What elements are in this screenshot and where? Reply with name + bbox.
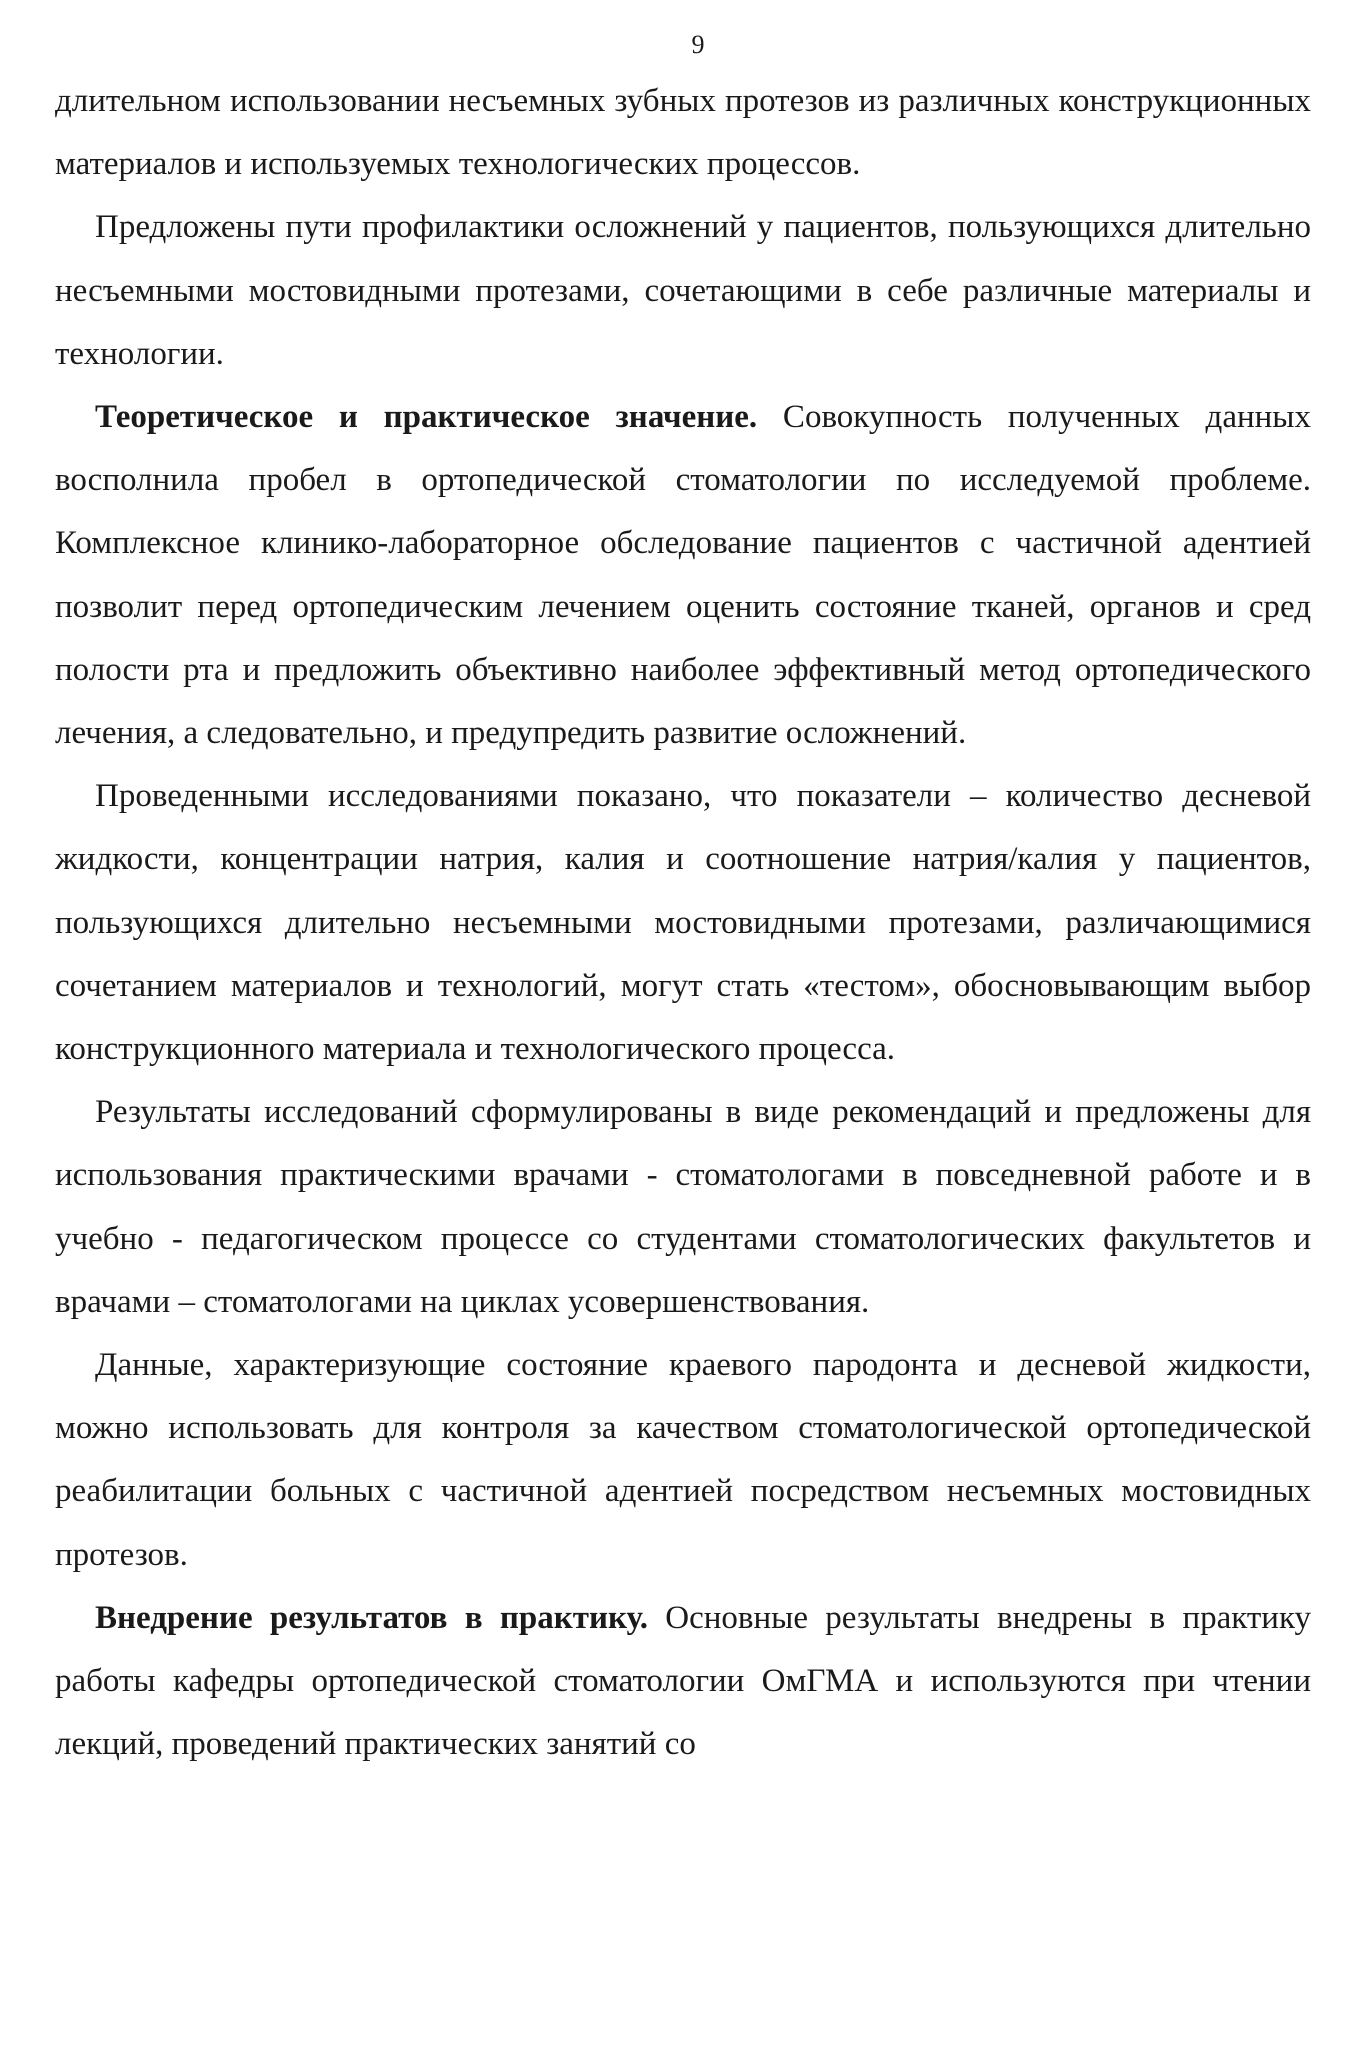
- section-heading-implementation: Внедрение результатов в практику.: [95, 1599, 648, 1636]
- paragraph-text: Совокупность полученных данных восполнила пробел в ортопедической стоматологии по исследуемой проблеме. Комплексное клинико-лабораторное обследование пациентов с частичной адентией позволит перед ортопедическим лечением оценить состояние тканей, органов и сред полости рта и предложить объективно наиболее эффективный метод ортопедического лечения, а следовательно, и предупредить развитие осложнений.: [55, 399, 1311, 752]
- paragraph-text: Основные результаты внедрены в практику работы кафедры ортопедической стоматологии ОмГМА и используются при чтении лекций, проведений практических занятий со: [55, 1599, 1312, 1763]
- paragraph-text: Данные, характеризующие состояние краевого пародонта и десневой жидкости, можно использовать для контроля за качеством стоматологической ортопедической реабилитации больных с частичной адентией посредством несъемных мостовидных протезов.: [55, 1347, 1311, 1573]
- paragraph-text: Проведенными исследованиями показано, что показатели – количество десневой жидкости, концентрации натрия, калия и соотношение натрия/калия у пациентов, пользующихся длительно несъемными мостовидными протезами, различающимися сочетанием материалов и технологий, могут стать «тестом», обосновывающим выбор конструкционного материала и технологического процесса.: [55, 778, 1311, 1068]
- paragraph-prevention: [55, 196, 1311, 386]
- paragraph-text: Предложены пути профилактики осложнений у пациентов, пользующихся длительно несъемными мостовидными протезами, сочетающими в себе различные материалы и технологии.: [55, 209, 1311, 372]
- paragraph-significance: [55, 386, 1311, 765]
- paragraph-implementation: [55, 1587, 1311, 1777]
- paragraph-text: длительном использовании несъемных зубных протезов из различных конструкционных материалов и используемых технологических процессов.: [55, 83, 1311, 183]
- paragraph-quality-control: [55, 1334, 1311, 1587]
- paragraph-recommendations: [55, 1081, 1311, 1334]
- page-number: 9: [691, 30, 705, 59]
- paragraph-text: Результаты исследований сформулированы в виде рекомендаций и предложены для использования практическими врачами - стоматологами в повседневной работе и в учебно - педагогическом процессе со студентами стоматологических факультетов и врачами – стоматологами на циклах усовершенствования.: [55, 1094, 1311, 1320]
- paragraph-research-findings: [55, 765, 1311, 1081]
- paragraph-continuation: [55, 70, 1311, 196]
- section-heading-significance: Теоретическое и практическое значение.: [95, 399, 758, 436]
